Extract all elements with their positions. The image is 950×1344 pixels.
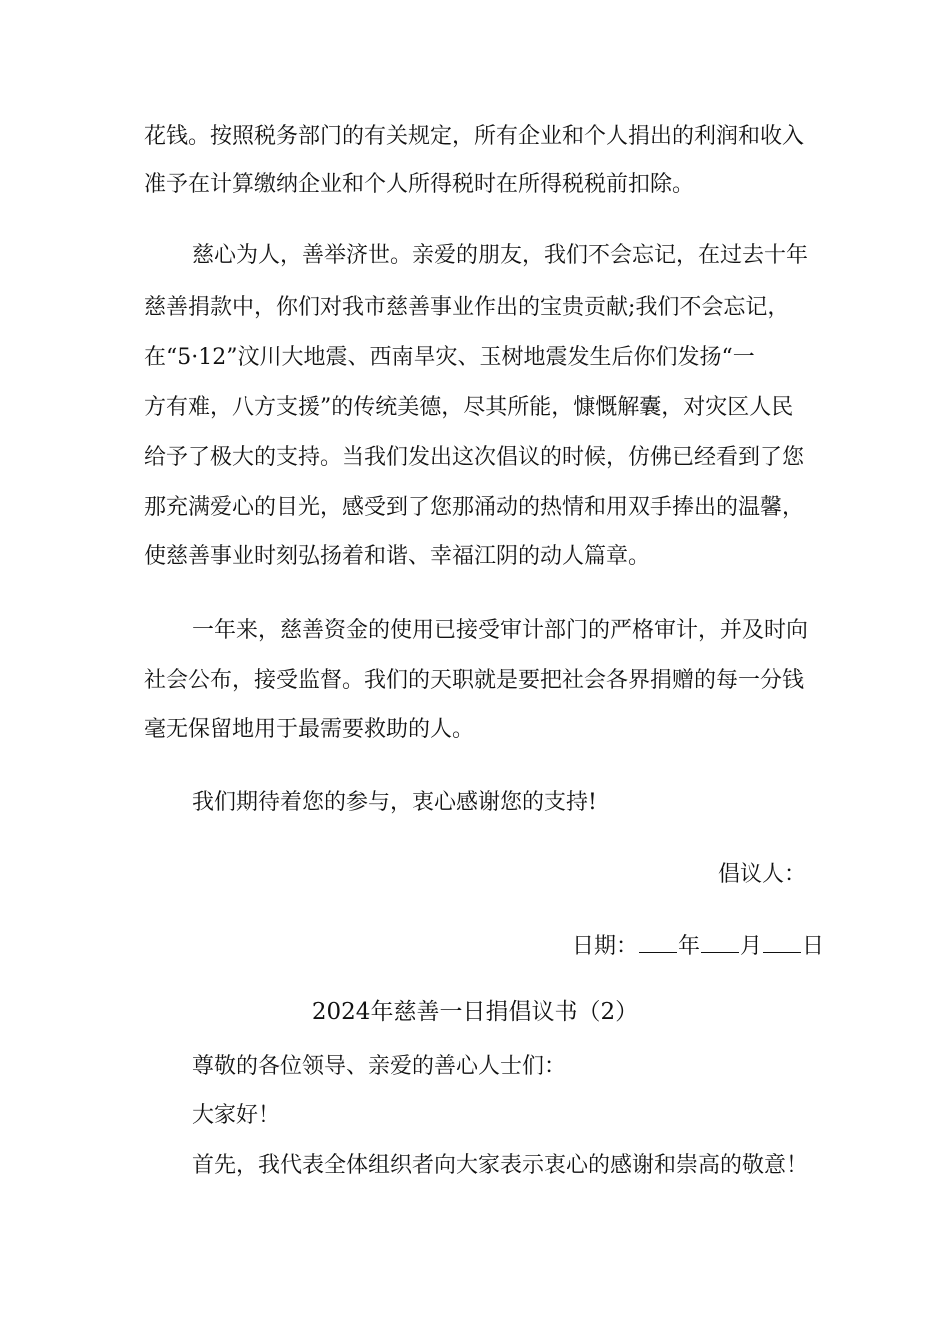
day-label: 日 [802,934,825,959]
paragraph-2-line-4: 方有难，八方支援”的传统美德，尽其所能，慷慨解囊，对灾区人民 [144,395,794,420]
paragraph-2-line-7: 使慈善事业时刻弘扬着和谐、幸福江阴的动人篇章。 [144,544,651,569]
paragraph-1-line-1: 花钱。按照税务部门的有关规定，所有企业和个人捐出的利润和收入 [144,124,805,149]
section-2-opening: 首先，我代表全体组织者向大家表示衷心的感谢和崇高的敬意！ [192,1153,809,1178]
paragraph-3-line-2: 社会公布，接受监督。我们的天职就是要把社会各界捐赠的每一分钱 [144,668,805,693]
year-blank [639,934,677,953]
day-blank [763,934,801,953]
year-label: 年 [678,934,701,959]
paragraph-3-line-1: 一年来，慈善资金的使用已接受审计部门的严格审计，并及时向 [192,618,809,643]
paragraph-2-line-6: 那充满爱心的目光，感受到了您那涌动的热情和用双手捧出的温馨， [144,495,805,520]
paragraph-2-line-3: 在“5·12”汶川大地震、西南旱灾、玉树地震发生后你们发扬“一 [144,345,755,370]
paragraph-4-line-1: 我们期待着您的参与，衷心感谢您的支持! [192,790,597,815]
month-label: 月 [740,934,763,959]
section-2-salutation: 尊敬的各位领导、亲爱的善心人士们： [192,1054,567,1079]
section-2-title: 2024年慈善一日捐倡议书（2） [311,999,639,1025]
paragraph-2-line-2: 慈善捐款中，你们对我市慈善事业作出的宝贵贡献;我们不会忘记， [144,295,790,320]
paragraph-3-line-3: 毫无保留地用于最需要救助的人。 [144,717,475,742]
month-blank [701,934,739,953]
date-label: 日期： [572,934,639,959]
date-line [572,934,824,958]
paragraph-2-line-5: 给予了极大的支持。当我们发出这次倡议的时候，仿佛已经看到了您 [144,445,805,470]
section-2-greeting: 大家好！ [192,1103,281,1128]
proposer-label: 倡议人： [718,862,807,887]
paragraph-1-line-2: 准予在计算缴纳企业和个人所得税时在所得税税前扣除。 [144,172,695,197]
paragraph-2-line-1: 慈心为人，善举济世。亲爱的朋友，我们不会忘记，在过去十年 [192,243,809,268]
